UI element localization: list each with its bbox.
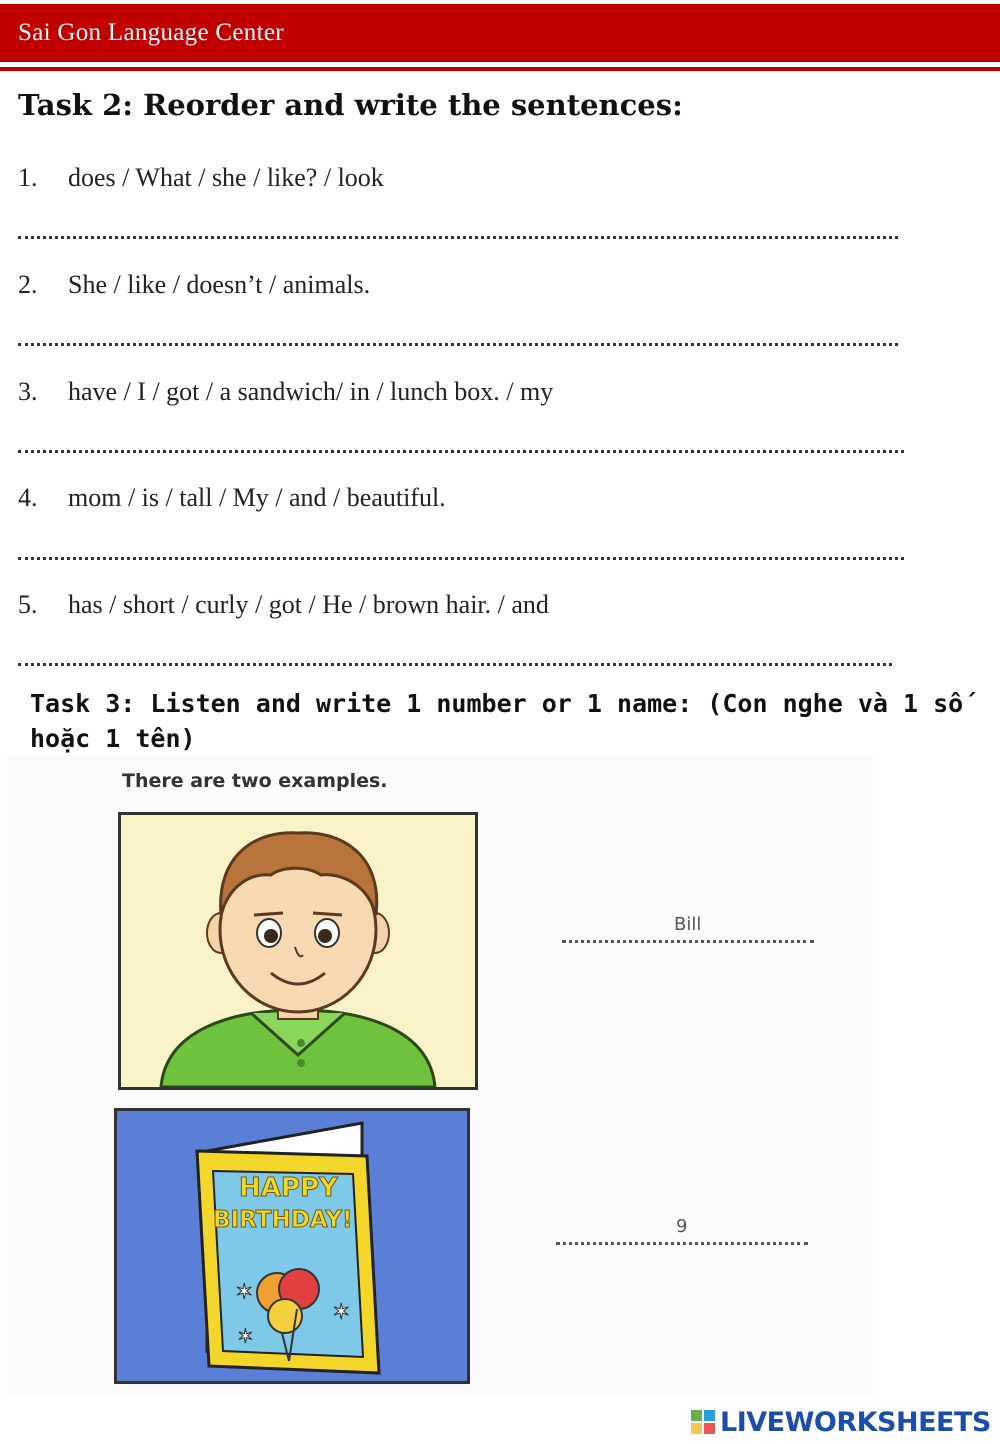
task3-exercise-image [4, 754, 876, 1394]
answer-line-3[interactable] [18, 450, 904, 453]
item-number: 4. [18, 483, 38, 512]
task2-item-3 [18, 377, 553, 407]
liveworksheets-logo [690, 1402, 991, 1442]
svg-text:✶: ✶ [237, 1324, 254, 1348]
item-text: does / What / she / like? / look [68, 163, 384, 192]
svg-text:✶: ✶ [332, 1300, 351, 1325]
liveworksheets-icon [690, 1409, 716, 1435]
item-text: She / like / doesn’t / animals. [68, 270, 371, 299]
header-rule [0, 67, 1000, 71]
item-number: 3. [18, 377, 38, 406]
task2-item-4 [18, 483, 446, 513]
boy-illustration [121, 815, 475, 1087]
card-illustration [117, 1111, 467, 1381]
card-text-birthday: BIRTHDAY! [213, 1207, 353, 1233]
item-text: mom / is / tall / My / and / beautiful. [68, 483, 446, 512]
item-number: 5. [18, 590, 38, 619]
examples-label: There are two examples. [122, 770, 388, 792]
answer-line-5[interactable] [18, 663, 892, 666]
task3-title: Task 3: Listen and write 1 number or 1 name: (Con nghe và 1 số hoặc 1 tên) [30, 689, 964, 753]
answer-line-1[interactable] [18, 236, 898, 239]
boy-picture [118, 812, 478, 1090]
card-text-happy: HAPPY [239, 1173, 338, 1203]
header-title: Sai Gon Language Center [18, 19, 284, 46]
svg-text:✶: ✶ [235, 1280, 254, 1305]
example-answer-line-1 [562, 940, 814, 943]
task2-item-5 [18, 590, 549, 620]
header-bar [0, 4, 1000, 62]
birthday-card-picture [114, 1108, 470, 1384]
task2-title: Task 2: Reorder and write the sentences: [18, 88, 683, 122]
task2-item-2 [18, 270, 370, 300]
item-text: have / I / got / a sandwich/ in / lunch box. / my [68, 377, 554, 406]
task2-item-1 [18, 163, 384, 193]
example-answer-1: Bill [674, 914, 702, 935]
answer-line-2[interactable] [18, 343, 898, 346]
answer-line-4[interactable] [18, 557, 904, 560]
example-answer-line-2 [556, 1242, 808, 1245]
brand-text: LIVEWORKSHEETS [720, 1406, 991, 1438]
item-number: 2. [18, 270, 38, 299]
item-text: has / short / curly / got / He / brown hair. / and [68, 590, 549, 619]
item-number: 1. [18, 163, 38, 192]
example-answer-2: 9 [676, 1216, 688, 1237]
